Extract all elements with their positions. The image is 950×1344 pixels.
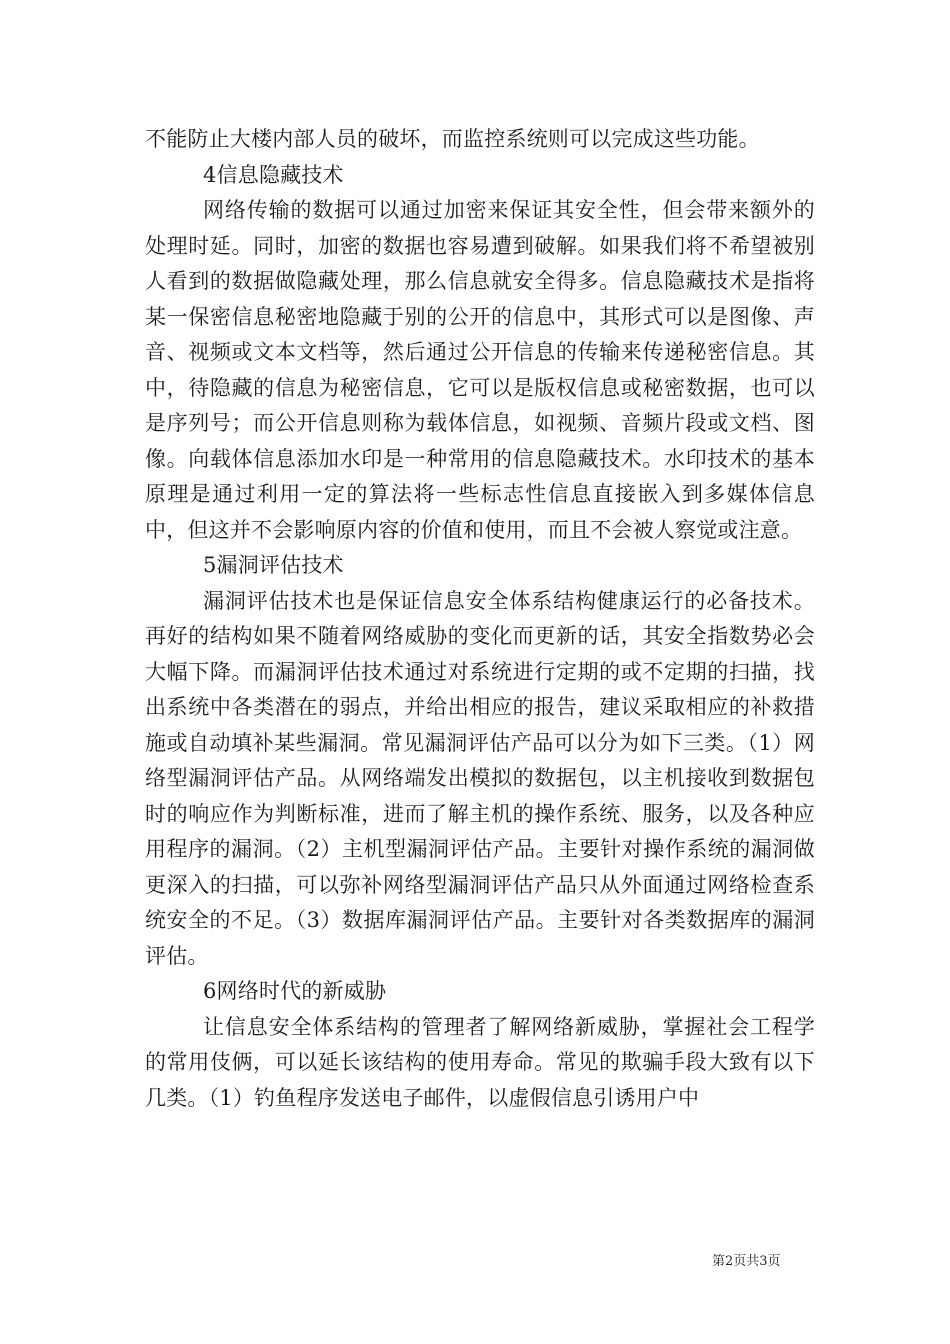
paragraph-info-hiding: 网络传输的数据可以通过加密来保证其安全性，但会带来额外的处理时延。同时，加密的数据也容易遭到破解。如果我们将不希望被别人看到的数据做隐藏处理，那么信息就安全得多。信息隐藏技术是指将某一保密信息秘密地隐藏于别的公开的信息中，其形式可以是图像、声音、视频或文本文档等，然后通过公开信息的传输来传递秘密信息。其中，待隐藏的信息为秘密信息，它可以是版权信息或秘密数据，也可以是序列号；而公开信息则称为载体信息，如视频、音频片段或文档、图像。向载体信息添加水印是一种常用的信息隐藏技术。水印技术的基本原理是通过利用一定的算法将一些标志性信息直接嵌入到多媒体信息中，但这并不会影响原内容的价值和使用，而且不会被人察觉或注意。 bbox=[145, 198, 815, 542]
section-heading-new-threats: 6网络时代的新威胁 bbox=[203, 979, 387, 1003]
paragraph-continuation: 不能防止大楼内部人员的破坏，而监控系统则可以完成这些功能。 bbox=[145, 127, 760, 151]
paragraph-vulnerability-assessment: 漏洞评估技术也是保证信息安全体系结构健康运行的必备技术。再好的结构如果不随着网络威胁的变化而更新的话，其安全指数势必会大幅下降。而漏洞评估技术通过对系统进行定期的或不定期的扫描，找出系统中各类潜在的弱点，并给出相应的报告，建议采取相应的补救措施或自动填补某些漏洞。常见漏洞评估产品可以分为如下三类。（1）网络型漏洞评估产品。从网络端发出模拟的数据包，以主机接收到数据包时的响应作为判断标准，进而了解主机的操作系统、服务，以及各种应用程序的漏洞。（2）主机型漏洞评估产品。主要针对操作系统的漏洞做更深入的扫描，可以弥补网络型漏洞评估产品只从外面通过网络检查系统安全的不足。（3）数据库漏洞评估产品。主要针对各类数据库的漏洞评估。 bbox=[145, 588, 815, 968]
section-heading-vulnerability-assessment: 5漏洞评估技术 bbox=[203, 553, 344, 577]
document-body bbox=[145, 122, 815, 1116]
section-heading-info-hiding: 4信息隐藏技术 bbox=[203, 162, 344, 187]
page-number-footer: 第2页共3页 bbox=[712, 1254, 781, 1269]
paragraph-new-threats: 让信息安全体系结构的管理者了解网络新威胁，掌握社会工程学的常用伎俩，可以延长该结构的使用寿命。常见的欺骗手段大致有以下几类。（1）钓鱼程序发送电子邮件，以虚假信息引诱用户中 bbox=[145, 1014, 815, 1110]
